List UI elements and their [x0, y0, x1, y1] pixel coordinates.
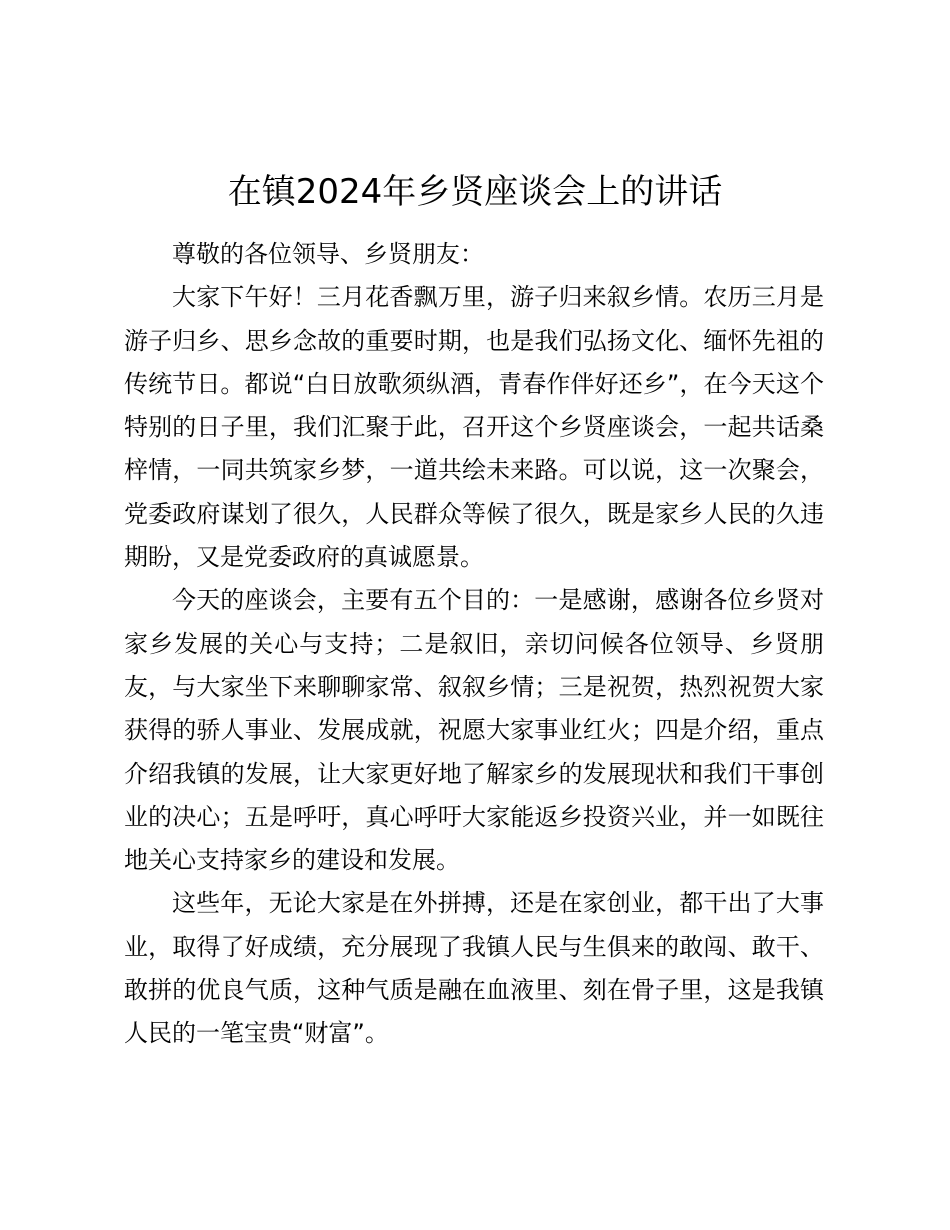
- salutation-paragraph: 尊敬的各位领导、乡贤朋友：: [172, 240, 484, 268]
- document-title: 在镇2024年乡贤座谈会上的讲话: [227, 172, 723, 212]
- document-body: [124, 233, 824, 1056]
- body-paragraph: 大家下午好！三月花香飘万里，游子归来叙乡情。农历三月是游子归乡、思乡念故的重要时期，也是我们弘扬文化、缅怀先祖的传统节日。都说“白日放歌须纵酒，青春作伴好还乡”，在今天这个特别的日子里，我们汇聚于此，召开这个乡贤座谈会，一起共话桑梓情，一同共筑家乡梦，一道共绘未来路。可以说，这一次聚会，党委政府谋划了很久，人民群众等候了很久，既是家乡人民的久违期盼，又是党委政府的真诚愿景。: [124, 283, 824, 572]
- body-paragraph: 今天的座谈会，主要有五个目的：一是感谢，感谢各位乡贤对家乡发展的关心与支持；二是叙旧，亲切问候各位领导、乡贤朋友，与大家坐下来聊聊家常、叙叙乡情；三是祝贺，热烈祝贺大家获得的骄人事业、发展成就，祝愿大家事业红火；四是介绍，重点介绍我镇的发展，让大家更好地了解家乡的发展现状和我们干事创业的决心；五是呼吁，真心呼吁大家能返乡投资兴业，并一如既往地关心支持家乡的建设和发展。: [124, 586, 824, 875]
- body-paragraph: 这些年，无论大家是在外拼搏，还是在家创业，都干出了大事业，取得了好成绩，充分展现了我镇人民与生俱来的敢闯、敢干、敢拼的优良气质，这种气质是融在血液里、刻在骨子里，这是我镇人民的一笔宝贵“财富”。: [124, 889, 824, 1048]
